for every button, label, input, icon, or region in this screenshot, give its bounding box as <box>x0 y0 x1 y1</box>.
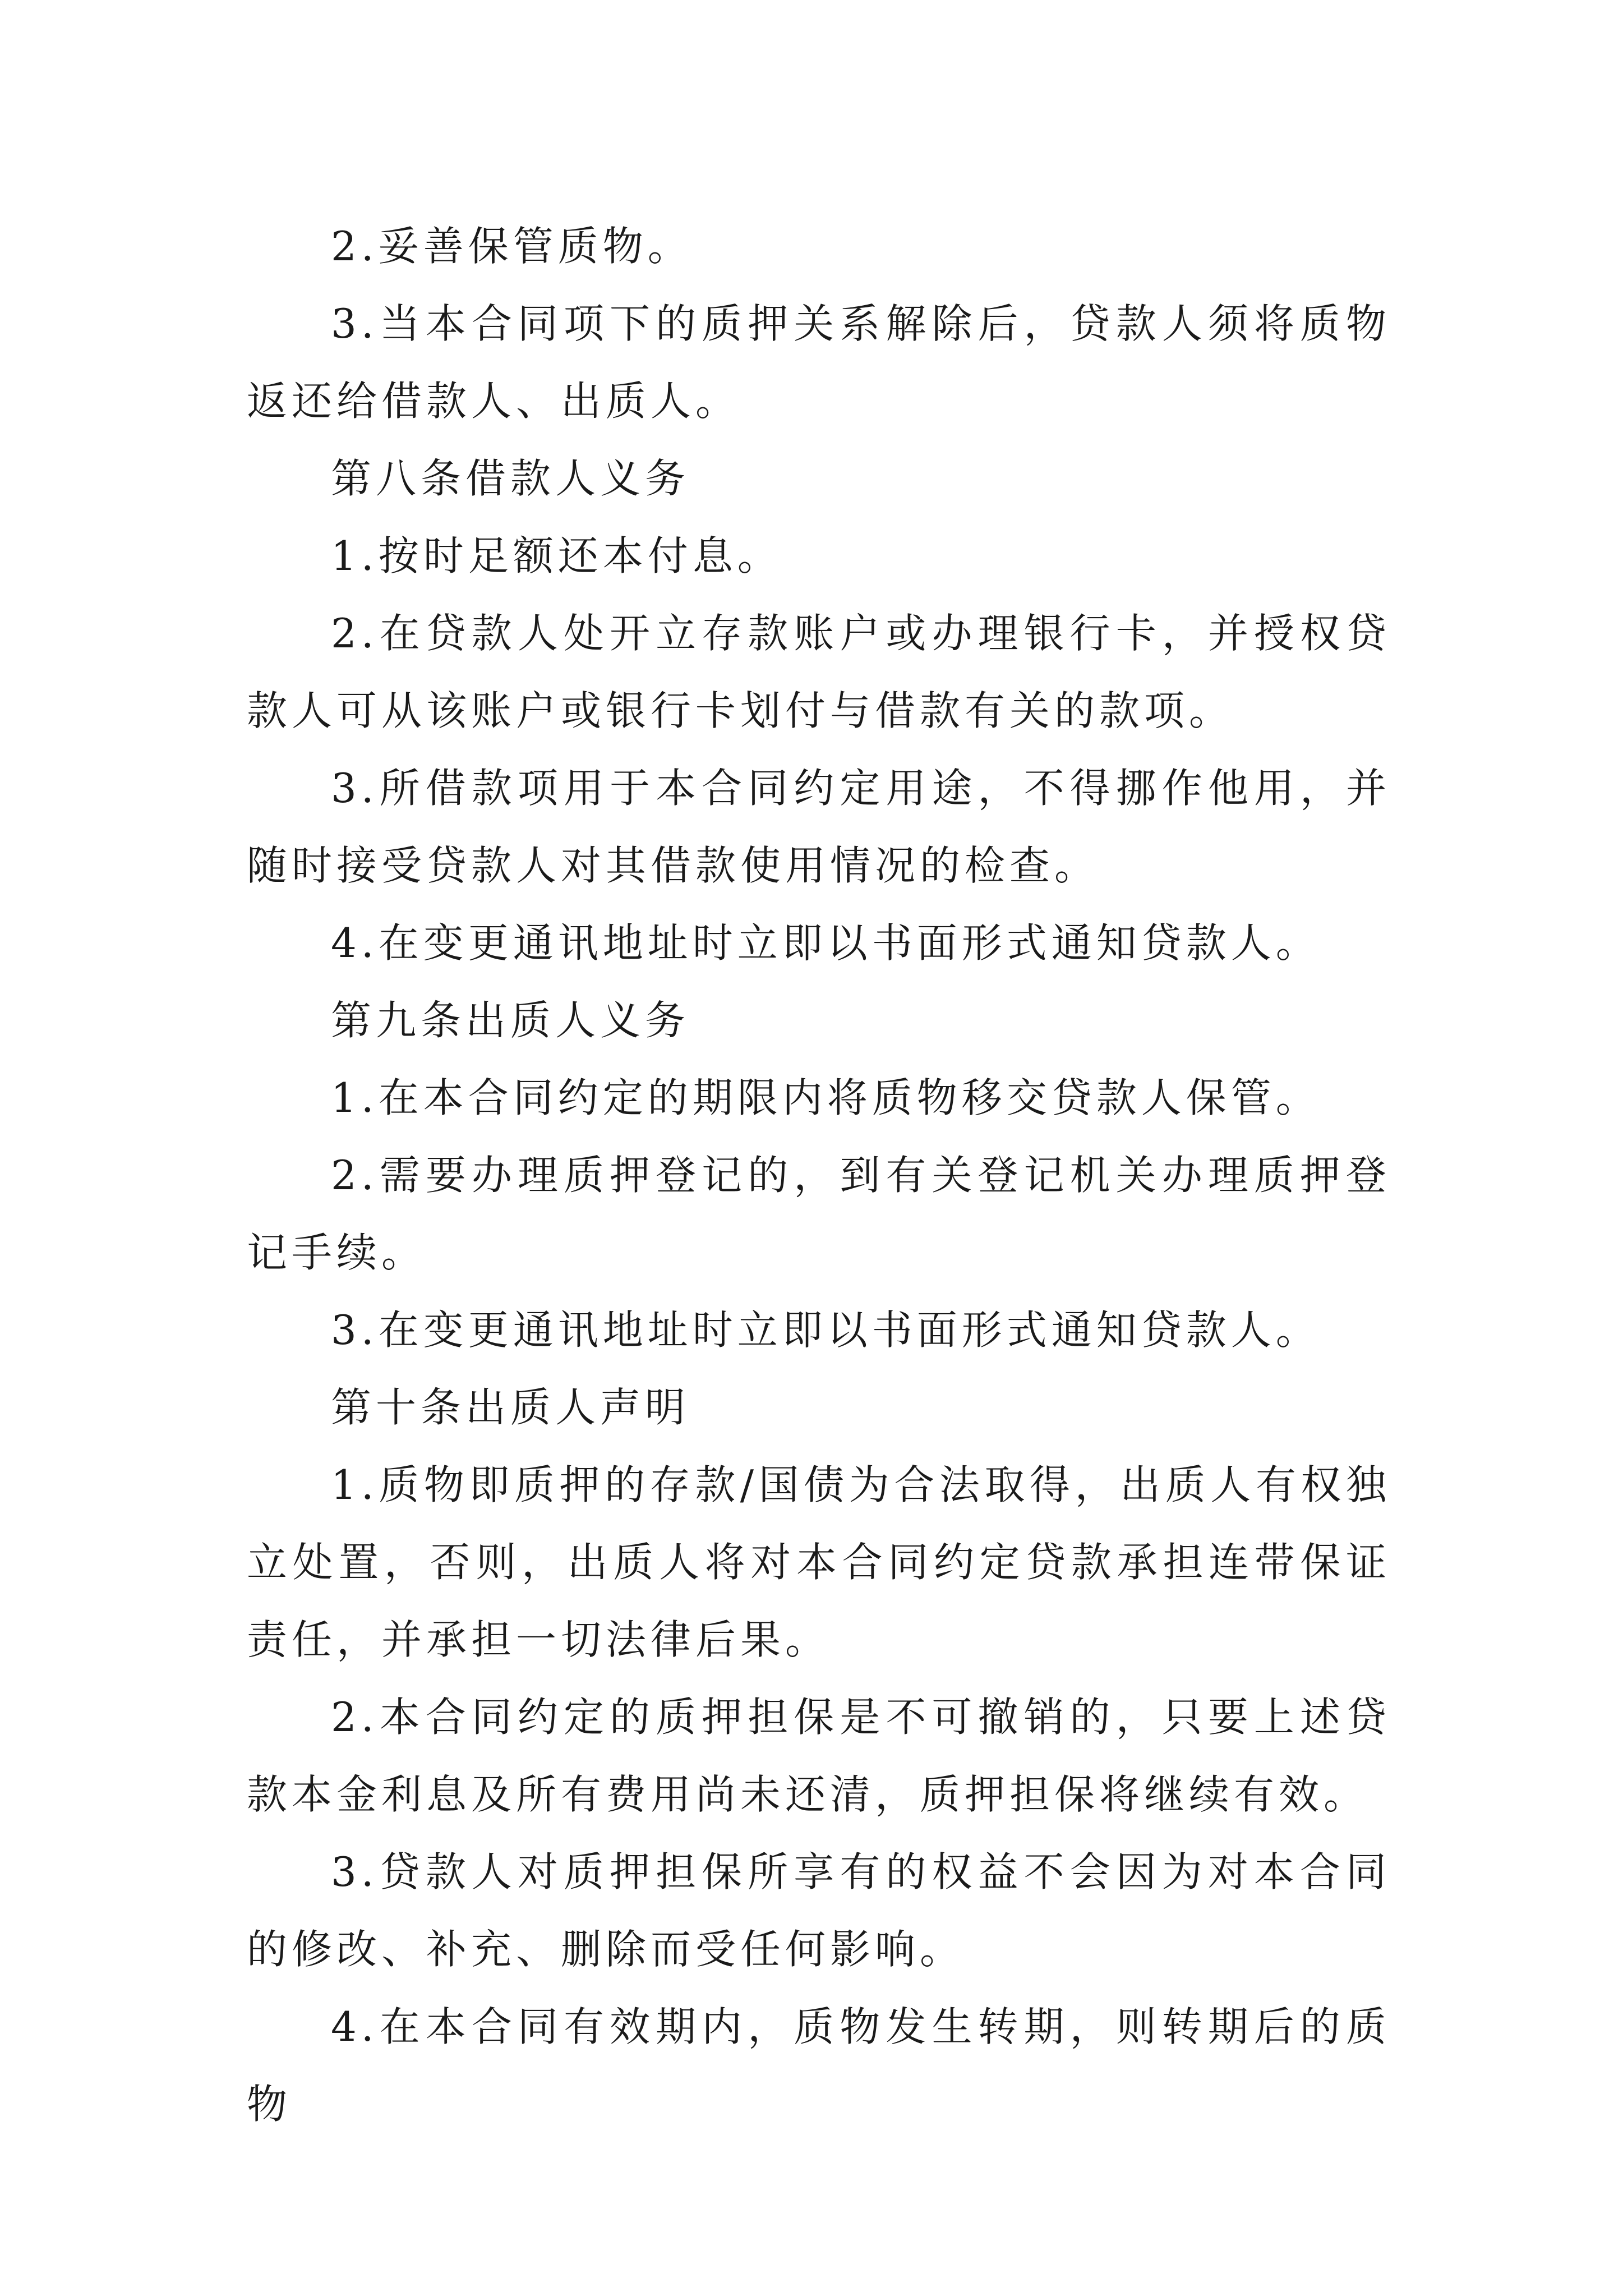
paragraph-pledgor-address-change: 3.在变更通讯地址时立即以书面形式通知贷款人。 <box>331 1306 1321 1354</box>
paragraph-open-account: 2.在贷款人处开立存款账户或办理银行卡，并授权贷款人可从该账户或银行卡划付与借款有关的款项。 <box>247 610 1391 734</box>
paragraph-legal-acquisition: 1.质物即质押的存款/国债为合法取得，出质人有权独立处置，否则，出质人将对本合同约定贷款承担连带保证责任，并承担一切法律后果。 <box>247 1461 1391 1663</box>
paragraph-irrevocable-guarantee: 2.本合同约定的质押担保是不可撤销的，只要上述贷款本金利息及所有费用尚未还清，质押担保将继续有效。 <box>247 1694 1391 1818</box>
paragraph-rights-unaffected: 3.贷款人对质押担保所享有的权益不会因为对本合同的修改、补充、删除而受任何影响。 <box>247 1848 1391 1973</box>
document-body <box>247 208 1391 2143</box>
article-8-heading: 第八条借款人义务 <box>331 455 690 502</box>
paragraph-return-pledge: 3.当本合同项下的质押关系解除后，贷款人须将质物返还给借款人、出质人。 <box>247 300 1391 425</box>
article-10-heading: 第十条出质人声明 <box>331 1384 690 1431</box>
paragraph-safekeeping: 2.妥善保管质物。 <box>331 223 693 270</box>
paragraph-repay-on-time: 1.按时足额还本付息。 <box>331 532 782 579</box>
paragraph-transfer-pledge: 1.在本合同约定的期限内将质物移交贷款人保管。 <box>331 1074 1321 1121</box>
article-9-heading: 第九条出质人义务 <box>331 997 690 1044</box>
paragraph-pledge-rollover: 4.在本合同有效期内，质物发生转期，则转期后的质物 <box>247 2003 1391 2128</box>
paragraph-borrower-address-change: 4.在变更通讯地址时立即以书面形式通知贷款人。 <box>331 919 1321 967</box>
paragraph-loan-usage: 3.所借款项用于本合同约定用途，不得挪作他用，并随时接受贷款人对其借款使用情况的检查。 <box>247 765 1391 889</box>
paragraph-pledge-registration: 2.需要办理质押登记的，到有关登记机关办理质押登记手续。 <box>247 1152 1391 1276</box>
